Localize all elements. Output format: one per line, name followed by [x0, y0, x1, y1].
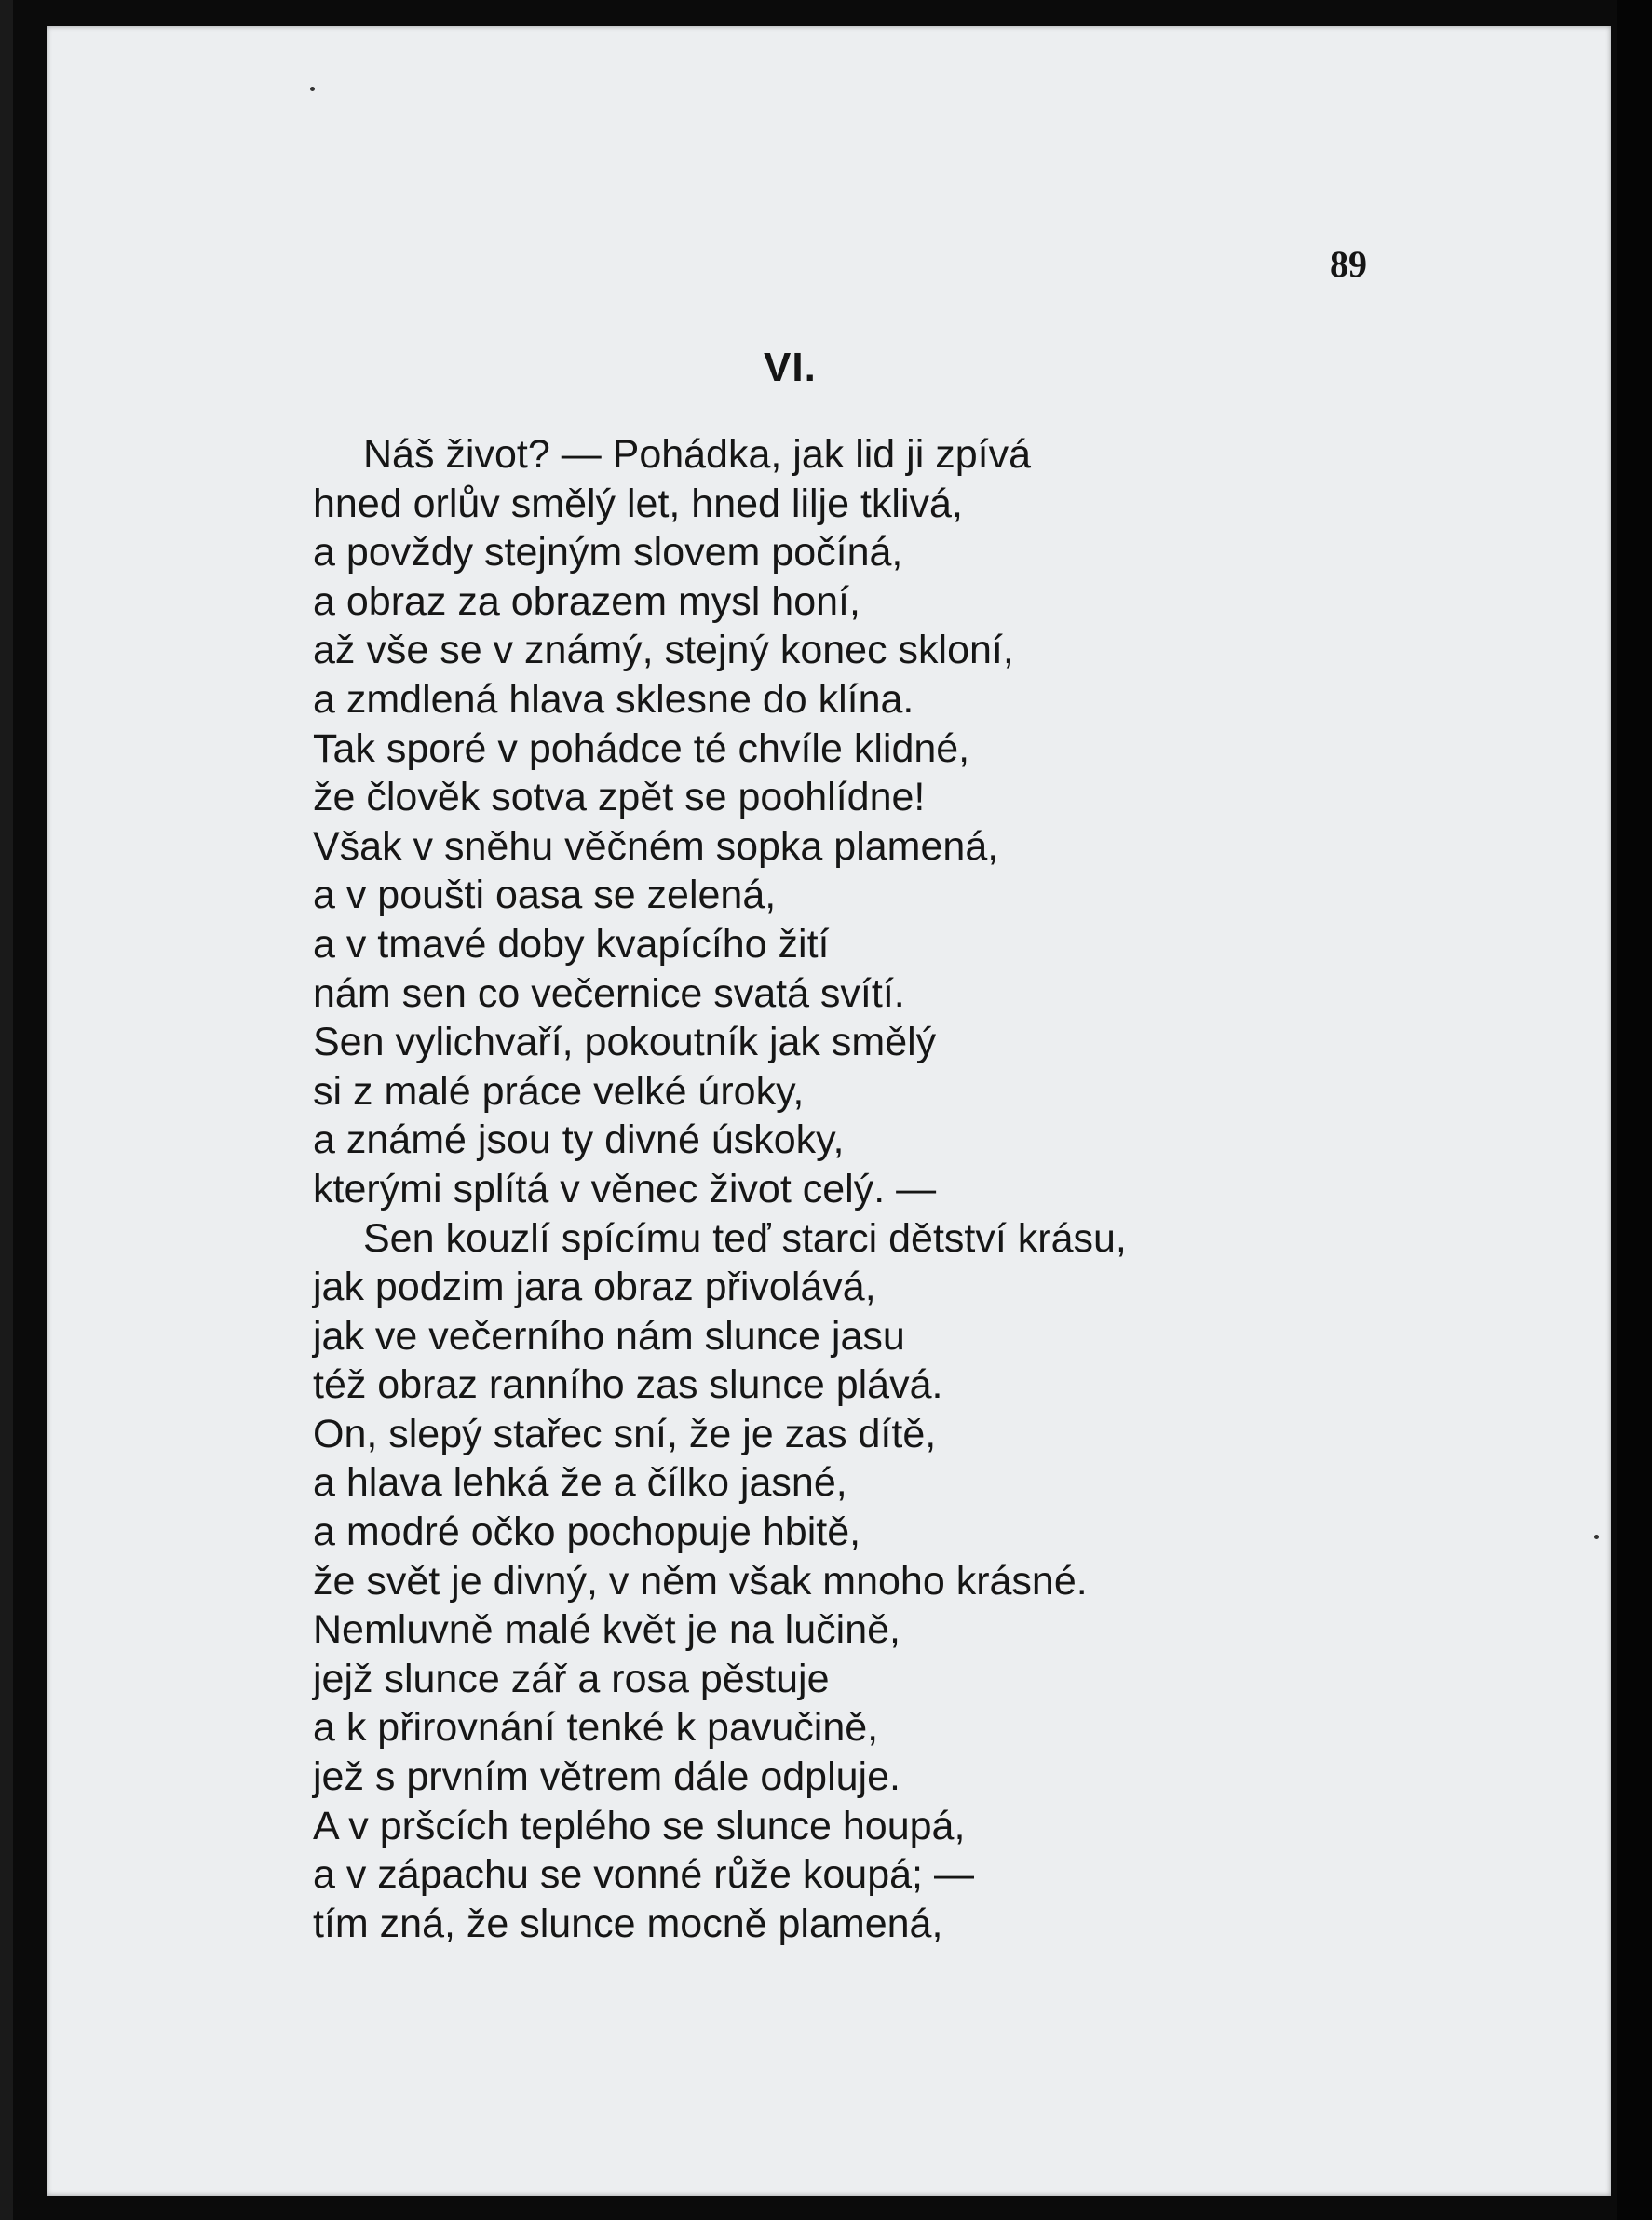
poem-line: tím zná, že slunce mocně plamená,: [313, 1901, 943, 1946]
poem-text: [313, 430, 1127, 1948]
poem-line: Však v sněhu věčném sopka plamená,: [313, 823, 999, 869]
poem-line: a hlava lehká že a čílko jasné,: [313, 1460, 847, 1506]
poem-line: Sen kouzlí spícímu teď starci dětství krásu,: [363, 1215, 1127, 1261]
dust-speck: [310, 87, 315, 91]
poem-line: též obraz ranního zas slunce plává.: [313, 1362, 943, 1408]
dust-speck: [1594, 1535, 1599, 1539]
section-heading: VI.: [764, 345, 817, 390]
poem-line: nám sen co večernice svatá svítí.: [313, 970, 905, 1016]
left-binding-edge: [0, 0, 13, 2220]
poem-line: že svět je divný, v něm však mnoho krásné.: [313, 1558, 1088, 1604]
poem-line: si z malé práce velké úroky,: [313, 1068, 805, 1114]
poem-line: a povždy stejným slovem počíná,: [313, 530, 903, 575]
right-scan-edge: [1617, 0, 1652, 2220]
poem-line: Tak sporé v pohádce té chvíle klidné,: [313, 725, 970, 771]
poem-line: jak podzim jara obraz přivolává,: [313, 1265, 876, 1310]
poem-line: jak ve večerního nám slunce jasu: [313, 1313, 905, 1359]
page-number: 89: [1330, 243, 1367, 285]
poem-line: a zmdlená hlava sklesne do klína.: [313, 676, 914, 722]
poem-line: a v tmavé doby kvapícího žití: [313, 921, 830, 967]
poem-line: a k přirovnání tenké k pavučině,: [313, 1705, 879, 1751]
poem-line: že člověk sotva zpět se poohlídne!: [313, 775, 926, 820]
poem-line: a modré očko pochopuje hbitě,: [313, 1509, 861, 1555]
poem-line: A v pršcích teplého se slunce houpá,: [313, 1803, 966, 1848]
poem-line: jež s prvním větrem dále odpluje.: [313, 1754, 900, 1800]
poem-line: a v poušti oasa se zelená,: [313, 873, 777, 918]
poem-line: až vše se v známý, stejný konec skloní,: [313, 628, 1014, 673]
poem-line: On, slepý stařec sní, že je zas dítě,: [313, 1411, 937, 1456]
poem-line: hned orlův smělý let, hned lilje tklivá,: [313, 481, 963, 526]
poem-line: Sen vylichvaří, pokoutník jak smělý: [313, 1020, 937, 1065]
poem-line: a známé jsou ty divné úskoky,: [313, 1117, 845, 1163]
poem-line: a obraz za obrazem mysl honí,: [313, 578, 860, 624]
poem-line: jejž slunce zář a rosa pěstuje: [313, 1656, 830, 1701]
poem-line: kterými splítá v věnec život celý. —: [313, 1166, 937, 1212]
poem-line: Nemluvně malé květ je na lučině,: [313, 1607, 900, 1653]
poem-line: a v zápachu se vonné růže koupá; —: [313, 1852, 974, 1898]
poem-line: Náš život? — Pohádka, jak lid ji zpívá: [363, 432, 1031, 477]
